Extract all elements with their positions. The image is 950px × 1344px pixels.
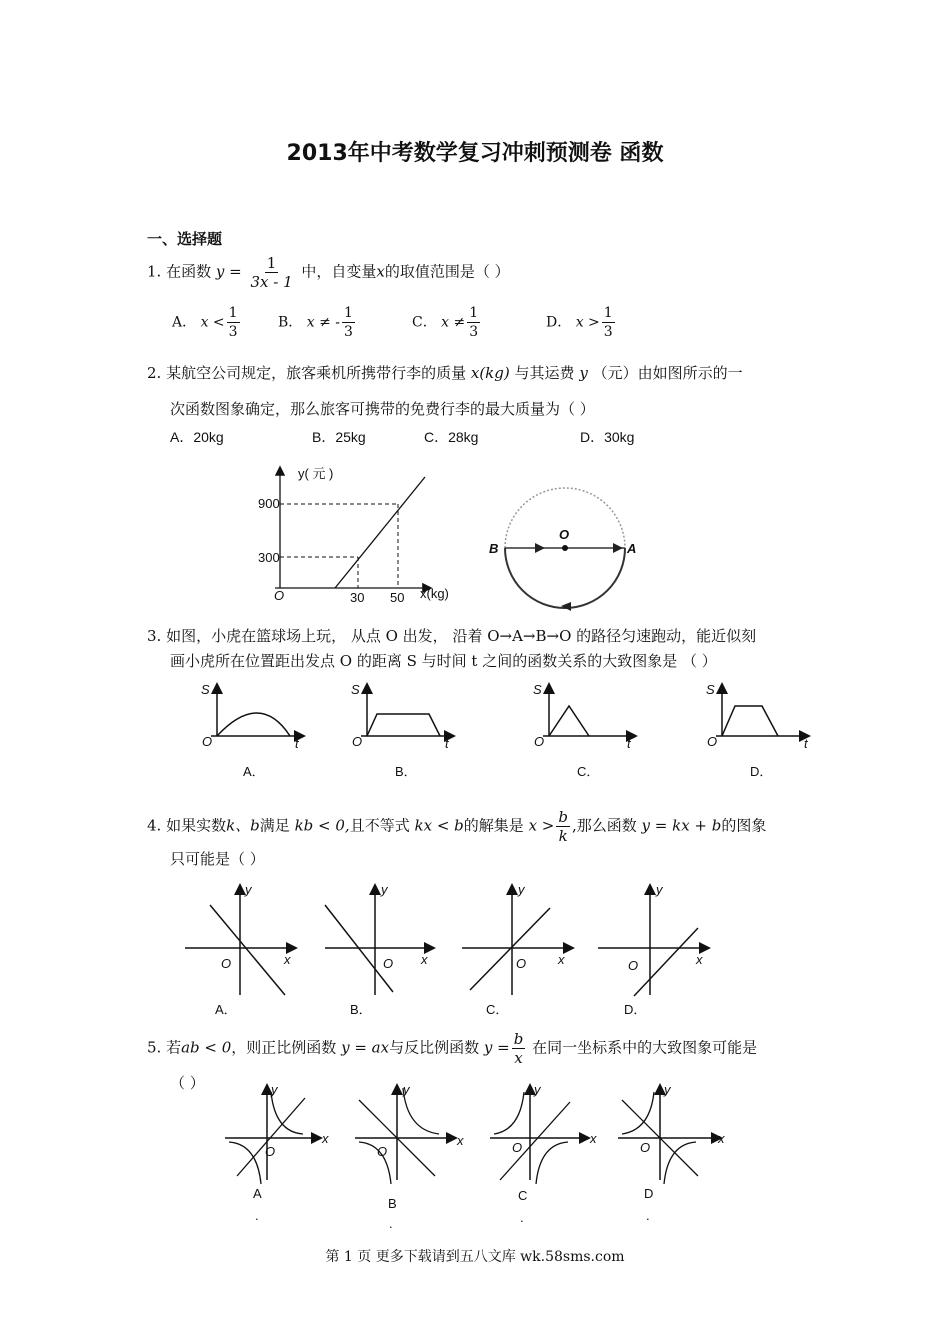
svg-text:.: . — [520, 1210, 524, 1225]
svg-text:y: y — [245, 882, 252, 897]
svg-text:O: O — [265, 1144, 276, 1159]
question-4-line2: 只可能是（ ） — [170, 850, 265, 868]
svg-text:O: O — [377, 1144, 388, 1159]
circle-bottom — [505, 548, 625, 608]
svg-text:t: t — [445, 736, 449, 751]
svg-text:S: S — [201, 682, 210, 697]
svg-text:C．: C． — [577, 764, 600, 779]
svg-text:O: O — [628, 958, 639, 973]
page-title: 2013年中考数学复习冲刺预测卷 函数 — [286, 141, 664, 166]
q1-option-a: A． x < $\frac{1}{3}$ — [172, 305, 238, 340]
svg-text:O: O — [516, 956, 527, 971]
tick-900: 900 — [258, 496, 280, 511]
svg-text:B．: B． — [395, 764, 417, 779]
q3-graph-b — [345, 680, 460, 780]
svg-text:O: O — [640, 1140, 651, 1155]
svg-text:t: t — [627, 736, 631, 751]
q1-option-b: B． x ≠ - $\frac{1}{3}$ — [278, 305, 353, 340]
question-3: 3. 如图，小虎在篮球场上玩， 从点 O 出发， 沿着 O→A→B→O 的路径匀速跑动，能近似刻 — [147, 627, 757, 645]
svg-text:y: y — [271, 1082, 278, 1097]
svg-text:D．: D． — [750, 764, 773, 779]
svg-text:y: y — [403, 1082, 410, 1097]
svg-text:x: x — [590, 1131, 597, 1146]
svg-text:x: x — [457, 1133, 464, 1148]
q2-option-a: A．20kg — [170, 429, 224, 445]
question-1: 1. 在函数 y = $\frac{1}{3x - 1}$ 中，自变量x的取值范围是（ ） — [147, 254, 510, 291]
q4-graph-c — [462, 880, 577, 1020]
svg-text:O: O — [383, 956, 394, 971]
q2-option-b: B．25kg — [312, 429, 366, 445]
tick-50: 50 — [390, 590, 405, 605]
svg-text:A．: A． — [243, 764, 265, 779]
svg-text:B．: B． — [350, 1002, 372, 1017]
svg-text:.: . — [646, 1208, 650, 1223]
x-label: x(kg) — [420, 586, 449, 601]
q3-graph-a — [195, 680, 310, 780]
svg-text:D: D — [644, 1186, 654, 1201]
svg-text:O: O — [534, 734, 545, 749]
q3-graph-c — [527, 680, 642, 780]
question-3-line2: 画小虎所在位置距出发点 O 的距离 S 与时间 t 之间的函数关系的大致图象是 （ ） — [170, 652, 717, 670]
svg-text:x: x — [696, 952, 703, 967]
q1-option-d: D． x > $\frac{1}{3}$ — [546, 305, 613, 340]
svg-text:x: x — [718, 1131, 725, 1146]
svg-text:C: C — [518, 1188, 528, 1203]
q5-graph-b — [355, 1080, 465, 1230]
svg-text:B: B — [388, 1196, 397, 1211]
svg-text:t: t — [804, 736, 808, 751]
svg-text:t: t — [295, 736, 299, 751]
svg-text:x: x — [558, 952, 565, 967]
svg-text:O: O — [512, 1140, 523, 1155]
cost-line — [335, 477, 425, 588]
tick-300: 300 — [258, 550, 280, 565]
page-footer: 第 1 页 更多下载请到五八文库 wk.58sms.com — [325, 1249, 625, 1265]
svg-text:O: O — [221, 956, 232, 971]
svg-text:y: y — [664, 1082, 671, 1097]
svg-text:O: O — [352, 734, 363, 749]
q2-option-d: D．30kg — [580, 429, 635, 445]
svg-text:x: x — [284, 952, 291, 967]
svg-text:S: S — [351, 682, 360, 697]
q5-graph-d — [618, 1080, 728, 1230]
svg-text:y: y — [518, 882, 525, 897]
svg-text:A．: A． — [215, 1002, 237, 1017]
section-heading: 一、选择题 — [147, 230, 223, 248]
question-5: 5. 若ab < 0，则正比例函数 y = ax与反比例函数 y = $\frac{b}{x}$ 在同一坐标系中的大致图象可能是 — [147, 1030, 758, 1067]
q4-graph-b — [325, 880, 440, 1020]
svg-text:D．: D． — [624, 1002, 647, 1017]
question-5-line2: （ ） — [170, 1074, 205, 1092]
svg-text:S: S — [533, 682, 542, 697]
svg-text:A: A — [253, 1186, 262, 1201]
curve — [217, 713, 290, 736]
label-b: B — [489, 541, 499, 556]
svg-text:.: . — [389, 1216, 393, 1231]
q4-graph-a — [185, 880, 300, 1020]
label-a: A — [627, 541, 637, 556]
q2-option-c: C．28kg — [424, 429, 479, 445]
svg-text:O: O — [707, 734, 718, 749]
question-4: 4. 如果实数k、b满足 kb < 0,且不等式 kx < b的解集是 x > $\frac{b}{k}$ ,那么函数 y = kx + b的图象 — [147, 808, 767, 845]
q2-cost-graph — [250, 460, 470, 605]
question-2: 2. 某航空公司规定，旅客乘机所携带行李的质量 x(kg) 与其运费 y （元）由如图所示的一 — [147, 364, 743, 382]
tick-30: 30 — [350, 590, 365, 605]
question-2-line2: 次函数图象确定，那么旅客可携带的免费行李的最大质量为（ ） — [170, 400, 595, 418]
q5-graph-c — [490, 1080, 600, 1230]
svg-text:x: x — [421, 952, 428, 967]
svg-text:x: x — [322, 1131, 329, 1146]
y-label: y( 元 ) — [298, 466, 334, 481]
q1-option-c: C． x ≠ $\frac{1}{3}$ — [412, 305, 479, 340]
svg-text:y: y — [534, 1082, 541, 1097]
svg-text:O: O — [202, 734, 213, 749]
svg-text:S: S — [706, 682, 715, 697]
q3-graph-d — [700, 680, 815, 780]
svg-text:y: y — [656, 882, 663, 897]
q5-graph-a — [225, 1080, 335, 1230]
svg-text:.: . — [255, 1208, 259, 1223]
q4-graph-d — [598, 880, 713, 1020]
q2-court-circle — [485, 485, 645, 610]
center-point — [562, 545, 568, 551]
svg-text:y: y — [381, 882, 388, 897]
label-o: O — [559, 527, 570, 542]
origin: O — [274, 588, 285, 603]
svg-text:C．: C． — [486, 1002, 509, 1017]
